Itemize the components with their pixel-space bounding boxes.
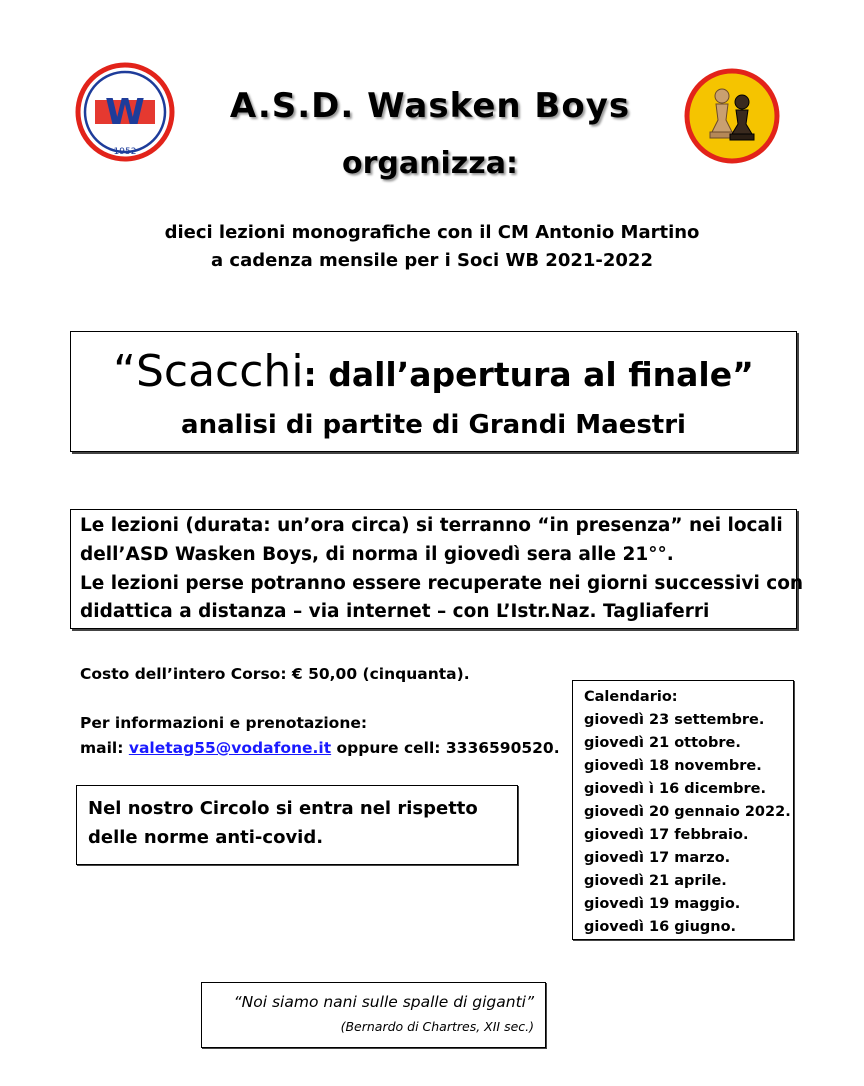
logo-year: 1952 bbox=[113, 147, 137, 157]
calendar-date: giovedì 21 aprile. bbox=[584, 873, 727, 889]
calendar-date: giovedì 23 settembre. bbox=[584, 712, 765, 728]
phone-text: oppure cell: 3336590520. bbox=[331, 739, 560, 757]
lessons-line: Le lezioni (durata: un’ora circa) si terranno “in presenza” nei locali bbox=[80, 515, 783, 536]
quote-text: “Noi siamo nani sulle spalle di giganti” bbox=[233, 993, 534, 1011]
covid-line-1: Nel nostro Circolo si entra nel rispetto bbox=[88, 798, 478, 819]
wasken-boys-logo bbox=[75, 62, 175, 162]
course-title bbox=[71, 346, 796, 397]
subtitle-line-2: a cadenza mensile per i Soci WB 2021-2022 bbox=[211, 250, 653, 271]
calendar-box bbox=[572, 680, 794, 940]
page-title: A.S.D. Wasken Boys bbox=[229, 86, 631, 126]
covid-notice-box bbox=[76, 785, 518, 865]
lessons-info-box bbox=[70, 509, 804, 629]
calendar-date: giovedì 18 novembre. bbox=[584, 758, 762, 774]
calendar-date: giovedì 21 ottobre. bbox=[584, 735, 741, 751]
email-link[interactable]: valetag55@vodafone.it bbox=[128, 739, 332, 757]
contact-line bbox=[80, 739, 560, 757]
calendar-date: giovedì 19 maggio. bbox=[584, 896, 741, 912]
calendar-date: giovedì 20 gennaio 2022. bbox=[584, 804, 791, 820]
calendar-date: giovedì 17 marzo. bbox=[584, 850, 731, 866]
page-title-organizza: organizza: bbox=[342, 146, 518, 181]
course-open-quote: “ bbox=[113, 346, 136, 397]
logo-letter: W bbox=[105, 92, 145, 133]
lessons-line: didattica a distanza – via internet – con L’Istr.Naz. Tagliaferri bbox=[80, 601, 710, 622]
calendar-date: giovedì 17 febbraio. bbox=[584, 827, 749, 843]
lessons-line: Le lezioni perse potranno essere recuperate nei giorni successivi con bbox=[80, 573, 804, 594]
mail-prefix: mail: bbox=[80, 739, 129, 757]
lessons-line: dell’ASD Wasken Boys, di norma il giovedì sera alle 21°°. bbox=[80, 544, 674, 565]
covid-line-2: delle norme anti-covid. bbox=[88, 827, 324, 848]
quote-box bbox=[201, 982, 546, 1048]
quote-author: (Bernardo di Chartres, XII sec.) bbox=[340, 1019, 534, 1034]
course-subtitle: analisi di partite di Grandi Maestri bbox=[181, 410, 686, 440]
course-title-box bbox=[70, 331, 797, 452]
calendar-title: Calendario: bbox=[584, 689, 678, 705]
subtitle-line-1: dieci lezioni monografiche con il CM Antonio Martino bbox=[164, 222, 700, 243]
course-title-main: Scacchi bbox=[135, 346, 304, 397]
contact-label: Per informazioni e prenotazione: bbox=[80, 714, 368, 732]
calendar-date: giovedì ì 16 dicembre. bbox=[584, 781, 767, 797]
course-cost: Costo dell’intero Corso: € 50,00 (cinquanta). bbox=[80, 665, 470, 683]
course-title-rest: : dall’apertura al finale” bbox=[303, 355, 754, 394]
calendar-date: giovedì 16 giugno. bbox=[584, 919, 737, 935]
chess-pawns-icon bbox=[684, 68, 780, 164]
